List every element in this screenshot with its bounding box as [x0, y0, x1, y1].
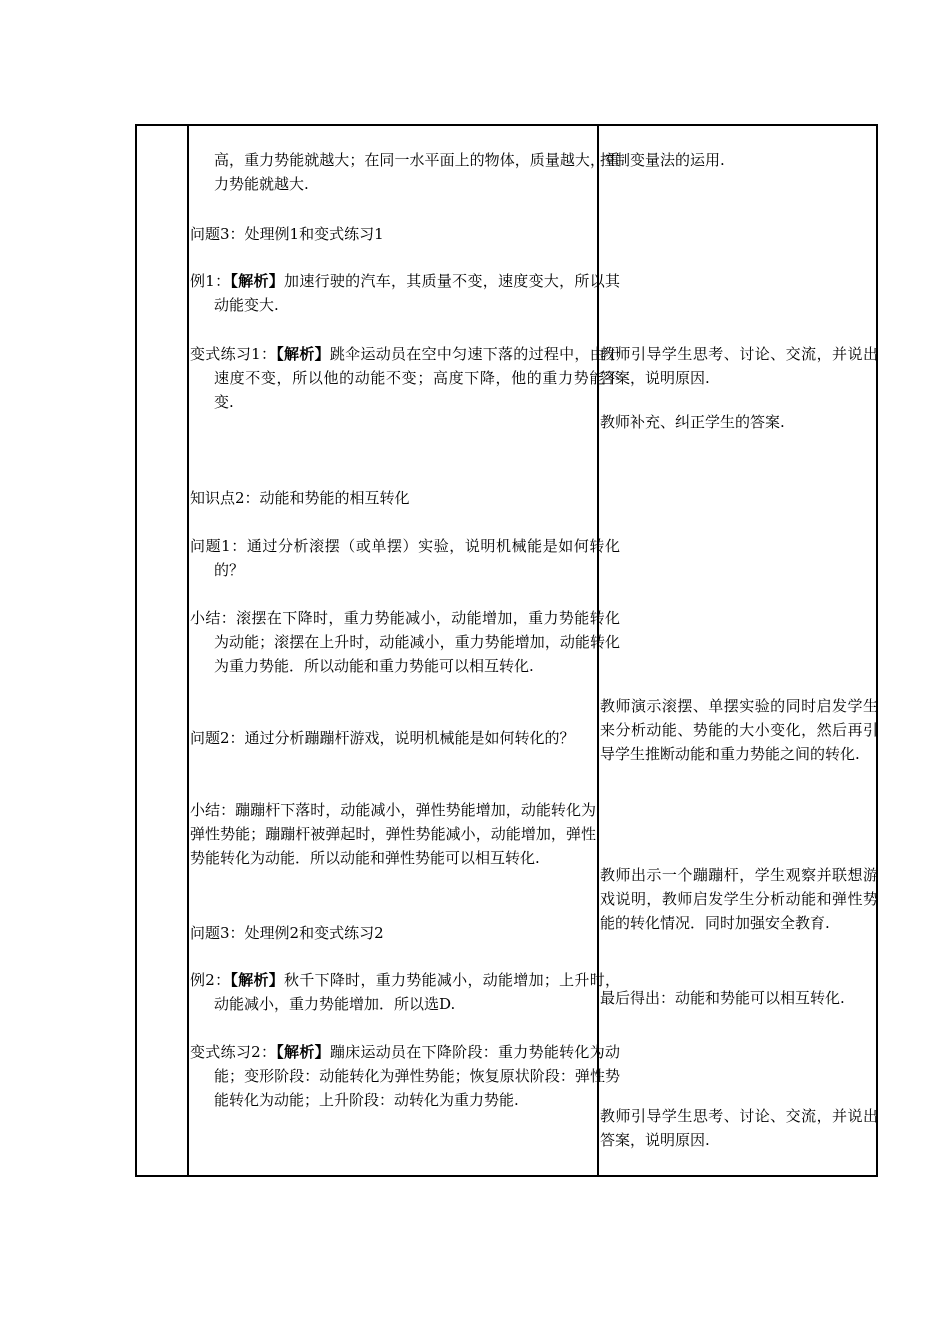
continued-paragraph: 高，重力势能就越大；在同一水平面上的物体，质量越大，重力势能就越大. [214, 151, 620, 193]
question-2: 问题2：通过分析蹦蹦杆游戏，说明机械能是如何转化的？ [190, 729, 575, 747]
analysis-tag: 【解析】 [276, 345, 330, 363]
teacher-note-pogo-stick: 教师出示一个蹦蹦杆，学生观察并联想游戏说明，教师启发学生分析动能和弹性势能的转化情况．同时加强安全教育. [600, 866, 878, 932]
question-1: 问题1：通过分析滚摆（或单摆）实验，说明机械能是如何转化的？ [190, 537, 620, 579]
teacher-note-pendulum-demo: 教师演示滚摆、单摆实验的同时启发学生来分析动能、势能的大小变化，然后再引导学生推断动能和重力势能之间的转化. [600, 697, 878, 763]
teacher-note-guide-1: 教师引导学生思考、讨论、交流，并说出答案，说明原因. [600, 345, 878, 387]
teacher-note-guide-2: 教师引导学生思考、讨论、交流，并说出答案，说明原因. [600, 1107, 878, 1149]
analysis-tag: 【解析】 [276, 1043, 330, 1061]
teacher-note-control-variable: 控制变量法的运用. [600, 151, 725, 169]
column-divider-left [187, 126, 189, 1175]
summary-1: 小结：滚摆在下降时，重力势能减小，动能增加，重力势能转化为动能；滚摆在上升时，动能减小，重力势能增加，动能转化为重力势能．所以动能和重力势能可以相互转化. [190, 609, 620, 675]
summary-2: 小结：蹦蹦杆下落时，动能减小，弹性势能增加，动能转化为弹性势能；蹦蹦杆被弹起时，弹性势能减小，动能增加，弹性势能转化为动能．所以动能和弹性势能可以相互转化. [190, 801, 596, 867]
analysis-tag: 【解析】 [230, 272, 285, 290]
teacher-note-supplement: 教师补充、纠正学生的答案. [600, 413, 785, 431]
example-1-text: 加速行驶的汽车，其质量不变，速度变大，所以其动能变大. [214, 272, 620, 314]
example-2-label: 例2： [190, 971, 231, 989]
variant-exercise-1 [190, 342, 620, 414]
example-1-label: 例1： [190, 272, 231, 290]
example-2 [190, 968, 620, 1016]
analysis-tag: 【解析】 [230, 971, 285, 989]
variant-exercise-2 [190, 1040, 620, 1112]
question-3-heading: 问题3：处理例1和变式练习1 [190, 225, 384, 243]
teacher-note-conclusion: 最后得出：动能和势能可以相互转化. [600, 989, 845, 1007]
variant-2-text: 蹦床运动员在下降阶段：重力势能转化为动能；变形阶段：动能转化为弹性势能；恢复原状阶段：弹性势能转化为动能；上升阶段：动转化为重力势能. [214, 1043, 620, 1109]
variant-1-text: 跳伞运动员在空中匀速下落的过程中，由于速度不变，所以他的动能不变；高度下降，他的重力势能不变. [214, 345, 620, 411]
variant-1-label: 变式练习1： [190, 345, 277, 363]
variant-2-label: 变式练习2： [190, 1043, 277, 1061]
example-1 [190, 269, 620, 317]
lesson-plan-table [135, 124, 878, 1177]
question-3-heading-b: 问题3：处理例2和变式练习2 [190, 924, 384, 942]
knowledge-point-2-heading: 知识点2：动能和势能的相互转化 [190, 489, 410, 507]
example-2-text: 秋千下降时，重力势能减小，动能增加；上升时，动能减小，重力势能增加．所以选D. [214, 971, 620, 1013]
